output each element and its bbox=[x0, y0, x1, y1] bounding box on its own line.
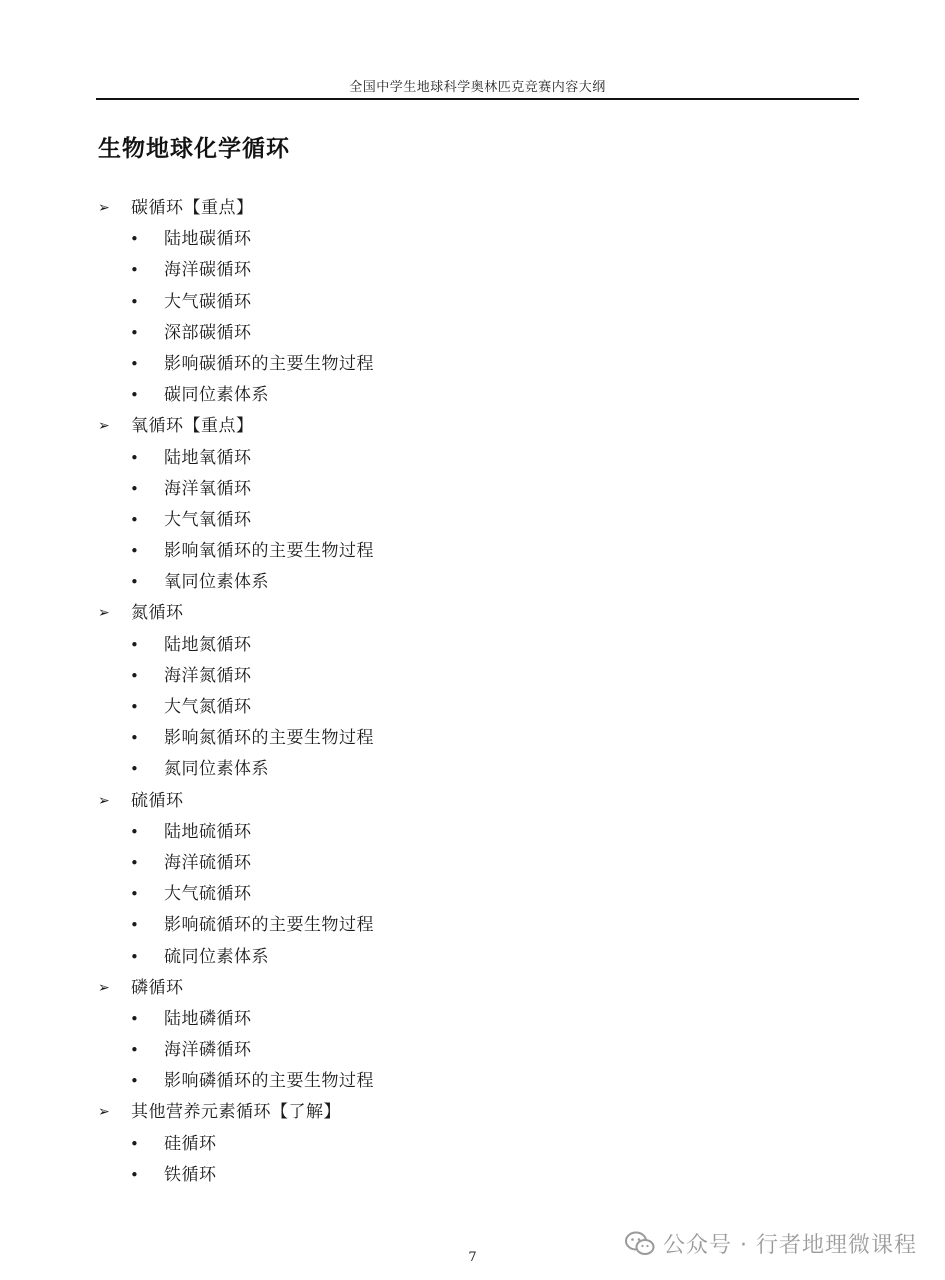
outline-subtopic bbox=[98, 255, 798, 286]
outline-topic bbox=[98, 598, 798, 629]
outline-subtopic bbox=[98, 536, 798, 567]
subtopic-label: 碳同位素体系 bbox=[164, 385, 269, 406]
subtopic-label: 影响氧循环的主要生物过程 bbox=[164, 541, 374, 562]
arrow-bullet-icon: ➢ bbox=[98, 418, 110, 435]
dot-bullet-icon: • bbox=[130, 885, 139, 904]
outline-topic bbox=[98, 1097, 798, 1128]
outline-subtopic bbox=[98, 1035, 798, 1066]
dot-bullet-icon: • bbox=[130, 916, 139, 935]
outline-topic bbox=[98, 786, 798, 817]
outline-subtopic bbox=[98, 1160, 798, 1191]
outline-subtopic bbox=[98, 1066, 798, 1097]
arrow-bullet-icon: ➢ bbox=[98, 605, 110, 622]
subtopic-label: 海洋硫循环 bbox=[164, 852, 252, 873]
dot-bullet-icon: • bbox=[130, 230, 139, 249]
dot-bullet-icon: • bbox=[130, 261, 139, 280]
subtopic-label: 海洋氮循环 bbox=[164, 665, 252, 686]
dot-bullet-icon: • bbox=[130, 448, 139, 467]
dot-bullet-icon: • bbox=[130, 1072, 139, 1091]
outline-subtopic bbox=[98, 692, 798, 723]
subtopic-label: 大气氧循环 bbox=[164, 509, 252, 530]
subtopic-label: 海洋氧循环 bbox=[164, 478, 252, 499]
outline-subtopic bbox=[98, 443, 798, 474]
subtopic-label: 陆地碳循环 bbox=[164, 229, 252, 250]
subtopic-label: 影响磷循环的主要生物过程 bbox=[164, 1071, 374, 1092]
outline-topic bbox=[98, 411, 798, 442]
dot-bullet-icon: • bbox=[130, 386, 139, 405]
dot-bullet-icon: • bbox=[130, 1041, 139, 1060]
dot-bullet-icon: • bbox=[130, 1134, 139, 1153]
subtopic-label: 陆地硫循环 bbox=[164, 821, 252, 842]
dot-bullet-icon: • bbox=[130, 853, 139, 872]
dot-bullet-icon: • bbox=[130, 1165, 139, 1184]
subtopic-label: 氮同位素体系 bbox=[164, 759, 269, 780]
topic-label: 硫循环 bbox=[131, 790, 184, 811]
running-header: 全国中学生地球科学奥林匹克竞赛内容大纲 bbox=[349, 80, 606, 95]
subtopic-label: 影响氮循环的主要生物过程 bbox=[164, 728, 374, 749]
subtopic-label: 深部碳循环 bbox=[164, 322, 252, 343]
topic-label: 其他营养元素循环【了解】 bbox=[131, 1102, 341, 1123]
subtopic-label: 陆地磷循环 bbox=[164, 1008, 252, 1029]
dot-bullet-icon: • bbox=[130, 1009, 139, 1028]
outline-subtopic bbox=[98, 630, 798, 661]
dot-bullet-icon: • bbox=[130, 729, 139, 748]
page-number: 7 bbox=[468, 1250, 477, 1265]
subtopic-label: 硅循环 bbox=[164, 1133, 217, 1154]
outline-subtopic bbox=[98, 661, 798, 692]
outline-subtopic bbox=[98, 879, 798, 910]
subtopic-label: 大气碳循环 bbox=[164, 291, 252, 312]
dot-bullet-icon: • bbox=[130, 635, 139, 654]
wechat-icon bbox=[625, 1231, 655, 1257]
dot-bullet-icon: • bbox=[130, 292, 139, 311]
dot-bullet-icon: • bbox=[130, 573, 139, 592]
outline-subtopic bbox=[98, 505, 798, 536]
dot-bullet-icon: • bbox=[130, 666, 139, 685]
outline-subtopic bbox=[98, 754, 798, 785]
outline-subtopic bbox=[98, 723, 798, 754]
outline-subtopic bbox=[98, 848, 798, 879]
topic-label: 碳循环【重点】 bbox=[131, 198, 254, 218]
dot-bullet-icon: • bbox=[130, 542, 139, 561]
subtopic-label: 陆地氧循环 bbox=[164, 447, 252, 468]
outline-subtopic bbox=[98, 318, 798, 349]
outline-subtopic bbox=[98, 1129, 798, 1160]
outline-subtopic bbox=[98, 817, 798, 848]
subtopic-label: 氧同位素体系 bbox=[164, 572, 269, 593]
dot-bullet-icon: • bbox=[130, 354, 139, 373]
topic-label: 磷循环 bbox=[131, 977, 184, 998]
header-rule bbox=[96, 98, 859, 100]
outline-topic bbox=[98, 973, 798, 1004]
arrow-bullet-icon: ➢ bbox=[98, 1104, 110, 1121]
subtopic-label: 影响碳循环的主要生物过程 bbox=[164, 353, 374, 374]
subtopic-label: 影响硫循环的主要生物过程 bbox=[164, 915, 374, 936]
outline-subtopic bbox=[98, 910, 798, 941]
subtopic-label: 大气氮循环 bbox=[164, 697, 252, 717]
topic-label: 氧循环【重点】 bbox=[131, 416, 254, 437]
outline-subtopic bbox=[98, 567, 798, 598]
arrow-bullet-icon: ➢ bbox=[98, 792, 110, 809]
dot-bullet-icon: • bbox=[130, 479, 139, 498]
section-title: 生物地球化学循环 bbox=[98, 136, 290, 162]
arrow-bullet-icon: ➢ bbox=[98, 200, 110, 216]
outline-subtopic bbox=[98, 474, 798, 505]
topic-label: 氮循环 bbox=[131, 603, 184, 624]
watermark-text: 公众号 · 行者地理微课程 bbox=[663, 1233, 917, 1258]
subtopic-label: 海洋碳循环 bbox=[164, 260, 252, 281]
outline-topic bbox=[98, 193, 798, 224]
outline-subtopic bbox=[98, 380, 798, 411]
outline-subtopic bbox=[98, 1004, 798, 1035]
arrow-bullet-icon: ➢ bbox=[98, 979, 110, 996]
dot-bullet-icon: • bbox=[130, 760, 139, 779]
outline-subtopic bbox=[98, 942, 798, 973]
subtopic-label: 硫同位素体系 bbox=[164, 946, 269, 967]
dot-bullet-icon: • bbox=[130, 510, 139, 529]
subtopic-label: 铁循环 bbox=[164, 1164, 217, 1185]
outline-subtopic bbox=[98, 224, 798, 255]
watermark bbox=[625, 1228, 917, 1259]
outline-subtopic bbox=[98, 287, 798, 318]
outline-subtopic bbox=[98, 349, 798, 380]
dot-bullet-icon: • bbox=[130, 323, 139, 342]
outline-list bbox=[98, 193, 798, 1191]
subtopic-label: 陆地氮循环 bbox=[164, 634, 252, 655]
subtopic-label: 海洋磷循环 bbox=[164, 1040, 252, 1061]
subtopic-label: 大气硫循环 bbox=[164, 884, 252, 905]
dot-bullet-icon: • bbox=[130, 947, 139, 966]
dot-bullet-icon: • bbox=[130, 698, 139, 716]
dot-bullet-icon: • bbox=[130, 822, 139, 841]
